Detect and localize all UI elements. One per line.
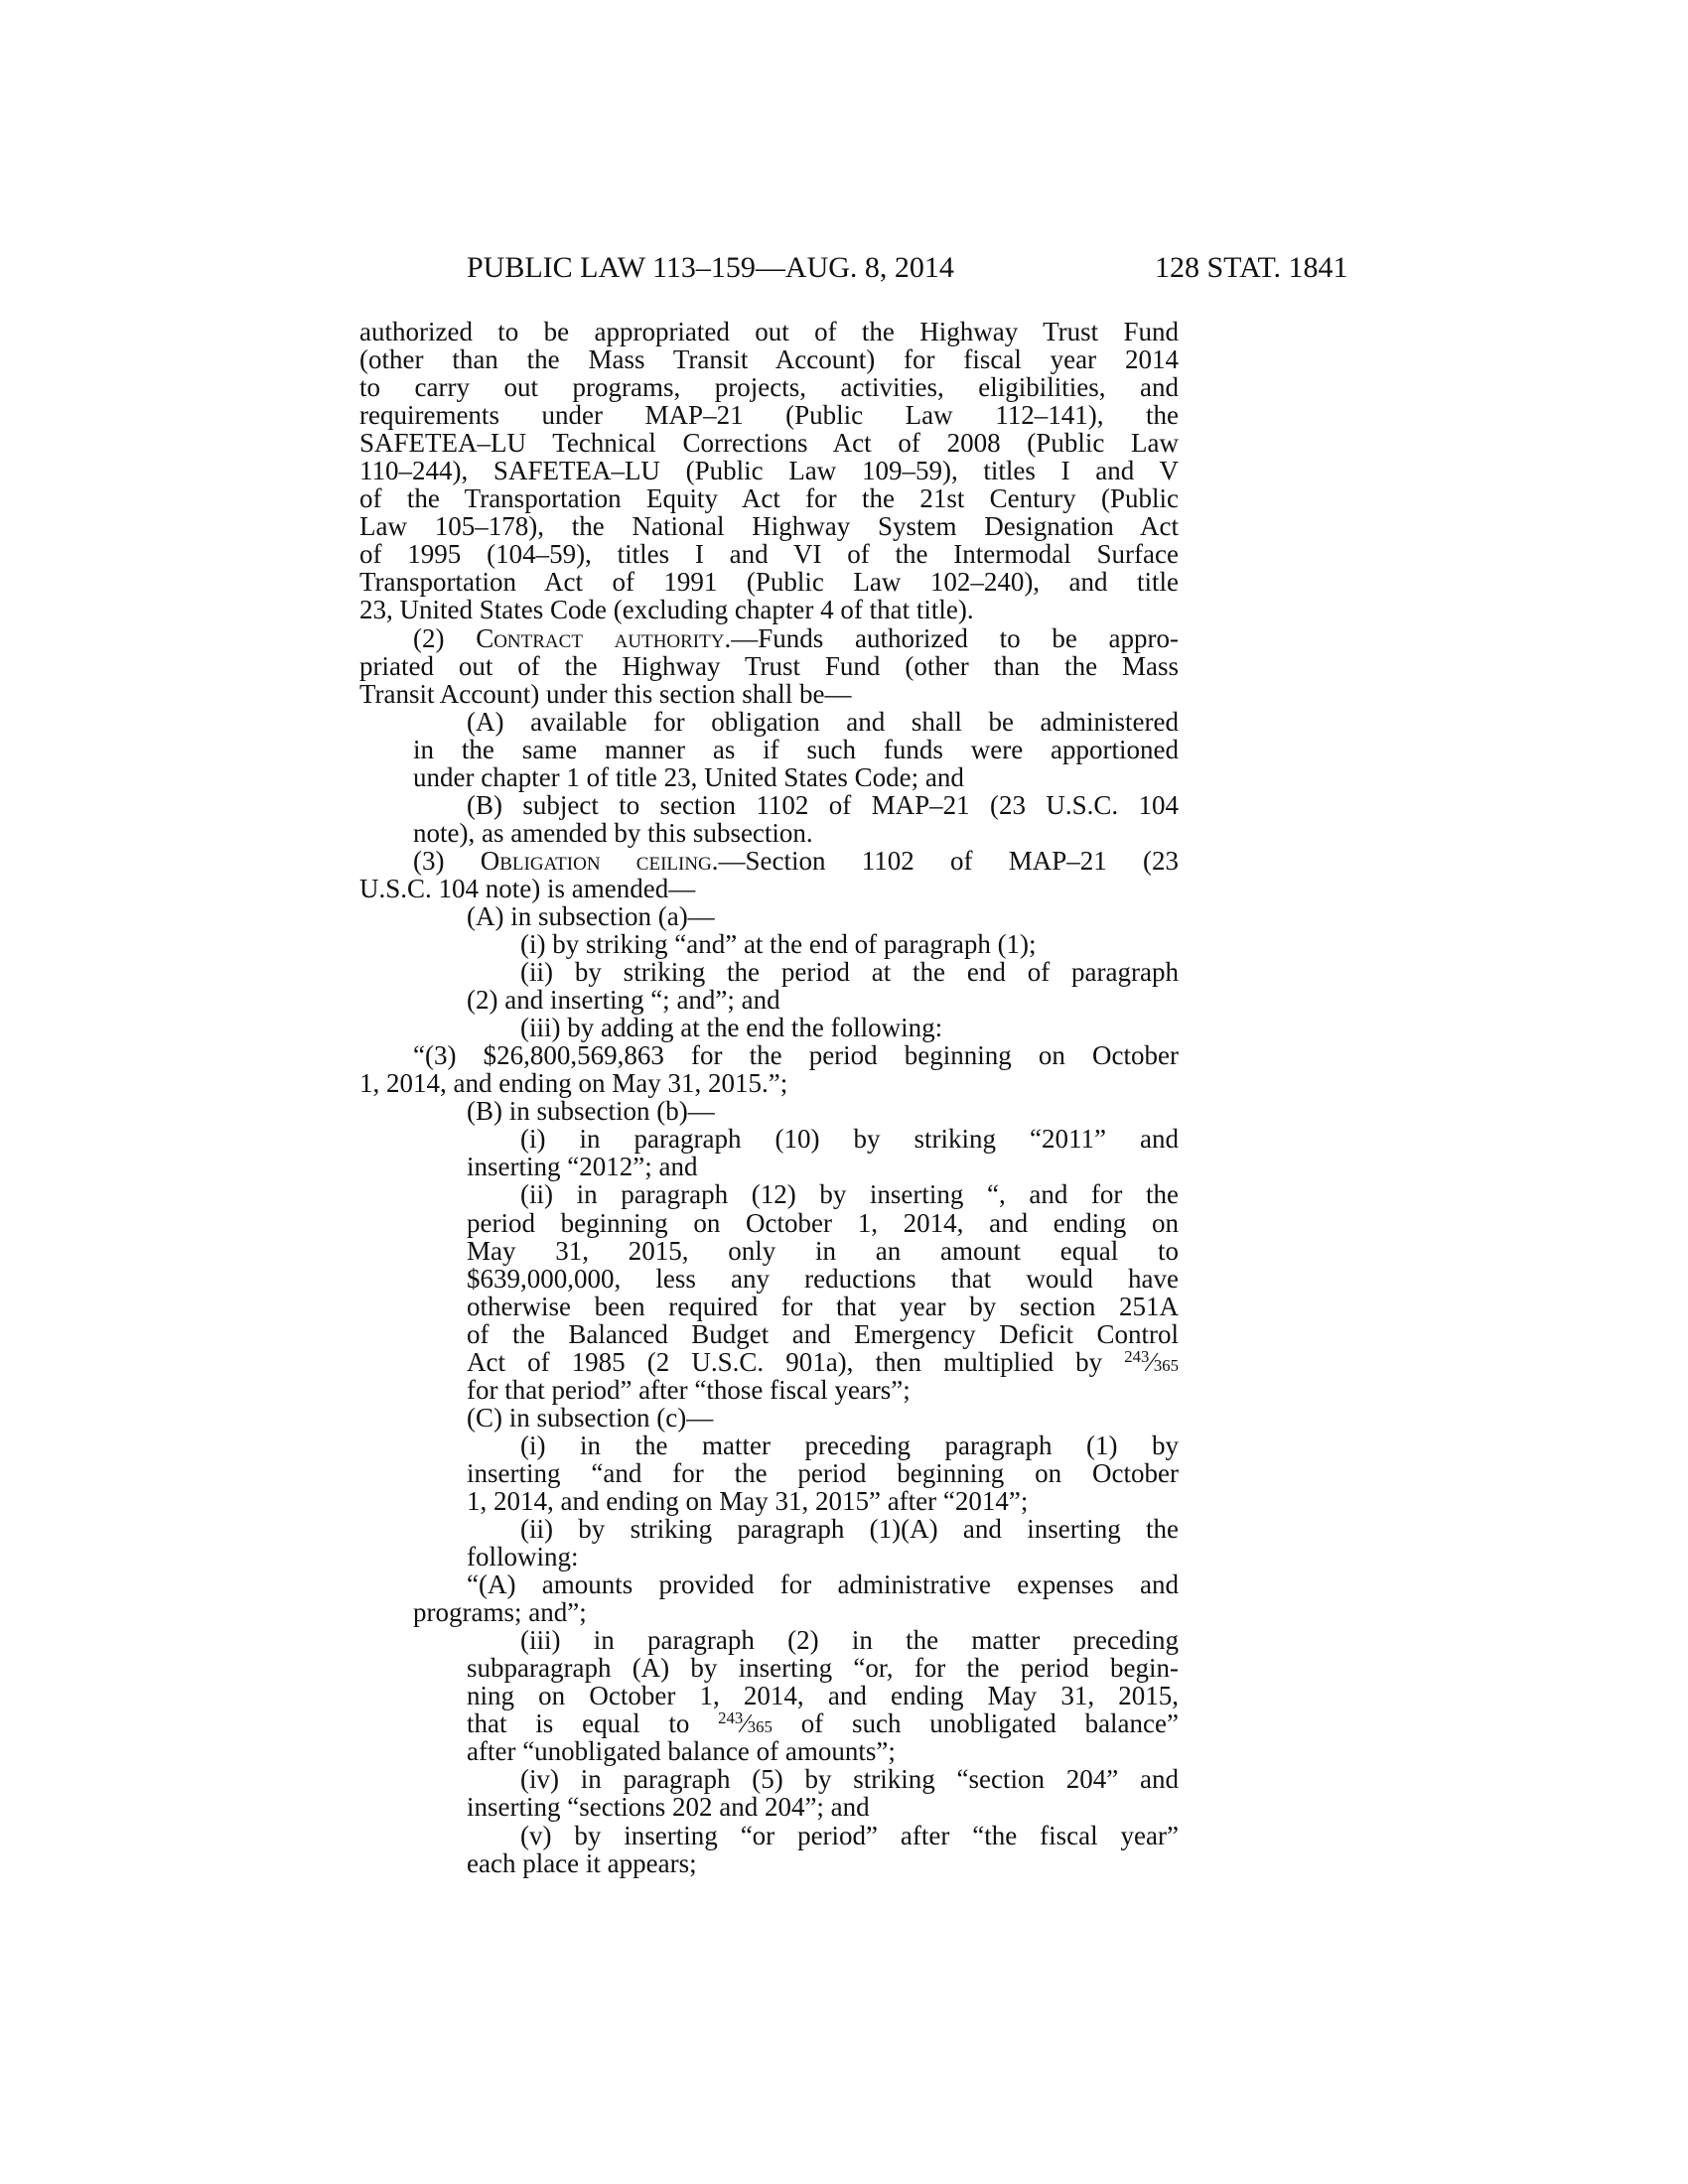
- line-text: (B) in subsection (b)—: [467, 1096, 715, 1127]
- text-line: [359, 708, 1179, 736]
- fraction-denominator: 365: [1153, 1355, 1179, 1375]
- text-line: [359, 875, 1179, 902]
- text-line: [359, 1125, 1179, 1153]
- line-text: “(3) $26,800,569,863 for the period beginning on October: [413, 1040, 1179, 1071]
- text-line: [359, 1487, 1179, 1515]
- line-text: (2): [413, 622, 477, 653]
- line-text: programs; and”;: [413, 1597, 587, 1628]
- line-text: ning on October 1, 2014, and ending May 31, 2015,: [467, 1681, 1179, 1711]
- line-text: (iii) by adding at the end the following:: [520, 1013, 943, 1043]
- text-line: [359, 1626, 1179, 1654]
- text-line: [359, 1543, 1179, 1570]
- line-text: (iii) in paragraph (2) in the matter preceding: [520, 1625, 1179, 1656]
- text-line: [359, 345, 1179, 373]
- line-text: under chapter 1 of title 23, United States Code; and: [413, 761, 964, 792]
- text-line: [359, 1153, 1179, 1180]
- line-text: 1, 2014, and ending on May 31, 2015” after “2014”;: [467, 1485, 1029, 1516]
- text-line: [359, 1598, 1179, 1626]
- text-line: [359, 902, 1179, 930]
- text-line: [359, 791, 1179, 819]
- text-line: [359, 1793, 1179, 1821]
- fraction-numerator: 243: [1124, 1346, 1150, 1366]
- text-line: [359, 1570, 1179, 1598]
- line-text: SAFETEA–LU Technical Corrections Act of 2008 (Public Law: [359, 428, 1179, 459]
- line-text: (other than the Mass Transit Account) for fiscal year 2014: [359, 344, 1179, 375]
- line-text: (3): [413, 845, 481, 876]
- text-line: [359, 1237, 1179, 1265]
- text-line: [359, 763, 1179, 791]
- line-text: period beginning on October 1, 2014, and ending on: [467, 1207, 1179, 1238]
- line-text-continued: .—Section 1102 of MAP–21 (23: [711, 845, 1179, 876]
- line-text: of 1995 (104–59), titles I and VI of the Intermodal Surface: [359, 539, 1179, 570]
- line-text: 23, United States Code (excluding chapter 4 of that title).: [359, 595, 974, 625]
- line-text: each place it appears;: [467, 1847, 697, 1878]
- text-line: [359, 512, 1179, 540]
- text-line: [359, 429, 1179, 457]
- line-text: after “unobligated balance of amounts”;: [467, 1736, 896, 1767]
- text-line: [359, 986, 1179, 1014]
- statute-body-text: [359, 318, 1179, 1877]
- text-line: [359, 1180, 1179, 1208]
- line-text-continued: .—Funds authorized to be appro-: [724, 622, 1179, 653]
- line-text: to carry out programs, projects, activities, eligibilities, and: [359, 372, 1179, 403]
- text-line: [359, 1459, 1179, 1487]
- line-text: subparagraph (A) by inserting “or, for the period begin-: [467, 1653, 1179, 1684]
- text-line: [359, 1709, 1179, 1737]
- line-text: of the Transportation Equity Act for the 21st Century (Public: [359, 483, 1179, 514]
- text-line: [359, 1376, 1179, 1404]
- running-head: [0, 248, 1688, 288]
- line-text: (2) and inserting “; and”; and: [467, 985, 780, 1016]
- fraction-numerator: 243: [718, 1708, 744, 1728]
- line-text: (i) in paragraph (10) by striking “2011” and: [520, 1124, 1179, 1155]
- text-line: [359, 736, 1179, 763]
- text-line: [359, 1682, 1179, 1709]
- line-text: (A) available for obligation and shall be administered: [467, 706, 1179, 737]
- line-text: note), as amended by this subsection.: [413, 817, 813, 848]
- text-line: [359, 1097, 1179, 1125]
- text-line: [359, 624, 1179, 652]
- statute-page-number: 128 STAT. 1841: [1155, 251, 1348, 284]
- line-text: Transportation Act of 1991 (Public Law 102–240), and title: [359, 567, 1179, 598]
- text-line: [359, 1209, 1179, 1237]
- line-text: 1, 2014, and ending on May 31, 2015.”;: [359, 1068, 788, 1099]
- text-line: [359, 1737, 1179, 1765]
- text-line: [359, 819, 1179, 847]
- paragraph-heading: Contract authority: [476, 622, 725, 653]
- line-text: “(A) amounts provided for administrative expenses and: [467, 1570, 1179, 1600]
- line-text: 110–244), SAFETEA–LU (Public Law 109–59), titles I and V: [359, 456, 1179, 486]
- paragraph-heading: Obligation ceiling: [480, 845, 712, 876]
- line-text: (v) by inserting “or period” after “the fiscal year”: [520, 1820, 1179, 1850]
- line-text: otherwise been required for that year by section 251A: [467, 1291, 1179, 1321]
- law-title-header: PUBLIC LAW 113–159—AUG. 8, 2014: [467, 251, 954, 284]
- line-text: (iv) in paragraph (5) by striking “section 204” and: [520, 1764, 1179, 1795]
- text-line: [359, 401, 1179, 429]
- text-line: [359, 680, 1179, 708]
- line-text: Transit Account) under this section shall be—: [359, 678, 852, 709]
- line-text: inserting “2012”; and: [467, 1152, 698, 1182]
- fraction-denominator: 365: [747, 1717, 773, 1737]
- line-text: $639,000,000, less any reductions that would have: [467, 1263, 1179, 1294]
- line-text: authorized to be appropriated out of the Highway Trust Fund: [359, 317, 1179, 346]
- text-line: [359, 1765, 1179, 1793]
- line-text: requirements under MAP–21 (Public Law 112–141), the: [359, 400, 1179, 431]
- text-line: [359, 484, 1179, 512]
- line-text: priated out of the Highway Trust Fund (other than the Mass: [359, 650, 1179, 681]
- line-text: (i) in the matter preceding paragraph (1) by: [520, 1430, 1179, 1460]
- line-text: inserting “and for the period beginning on October: [467, 1457, 1179, 1488]
- text-line: [359, 1293, 1179, 1320]
- text-line: [359, 1654, 1179, 1682]
- text-line: [359, 1041, 1179, 1069]
- line-text: (i) by striking “and” at the end of paragraph (1);: [520, 929, 1037, 960]
- line-text: following:: [467, 1542, 579, 1572]
- text-line: [359, 457, 1179, 484]
- text-line: [359, 1320, 1179, 1348]
- line-text: (ii) by striking paragraph (1)(A) and inserting the: [520, 1514, 1179, 1545]
- line-text: (ii) by striking the period at the end of paragraph: [520, 957, 1179, 988]
- text-line: [359, 847, 1179, 875]
- text-line: [359, 930, 1179, 958]
- text-line: [359, 1849, 1179, 1877]
- text-line: [359, 318, 1179, 345]
- line-text: in the same manner as if such funds were apportioned: [413, 734, 1179, 764]
- line-text: that is equal to: [467, 1708, 719, 1739]
- fraction: $^{243}$⁄365: [1124, 1346, 1179, 1377]
- text-line: [359, 1822, 1179, 1849]
- line-text: U.S.C. 104 note) is amended—: [359, 873, 696, 903]
- line-text: of the Balanced Budget and Emergency Deficit Control: [467, 1318, 1179, 1349]
- text-line: [359, 596, 1179, 623]
- line-text: (C) in subsection (c)—: [467, 1402, 714, 1433]
- line-text: May 31, 2015, only in an amount equal to: [467, 1235, 1179, 1266]
- text-line: [359, 958, 1179, 986]
- text-line: [359, 1265, 1179, 1293]
- line-text: Act of 1985 (2 U.S.C. 901a), then multiplied by: [467, 1346, 1125, 1377]
- line-text-continued: of such unobligated balance”: [772, 1708, 1179, 1739]
- text-line: [359, 1432, 1179, 1459]
- text-line: [359, 373, 1179, 401]
- text-line: [359, 1348, 1179, 1376]
- text-line: [359, 1014, 1179, 1041]
- text-line: [359, 1515, 1179, 1543]
- line-text: (B) subject to section 1102 of MAP–21 (23 U.S.C. 104: [467, 789, 1179, 820]
- text-line: [359, 1404, 1179, 1432]
- line-text: for that period” after “those fiscal years”;: [467, 1374, 911, 1405]
- text-line: [359, 568, 1179, 596]
- line-text: (ii) in paragraph (12) by inserting “, and for the: [520, 1179, 1179, 1210]
- line-text: (A) in subsection (a)—: [467, 900, 715, 931]
- text-line: [359, 1069, 1179, 1097]
- line-text: inserting “sections 202 and 204”; and: [467, 1792, 870, 1823]
- line-text: Law 105–178), the National Highway System Designation Act: [359, 511, 1179, 542]
- fraction: $^{243}$⁄365: [718, 1708, 773, 1739]
- text-line: [359, 540, 1179, 568]
- text-line: [359, 652, 1179, 680]
